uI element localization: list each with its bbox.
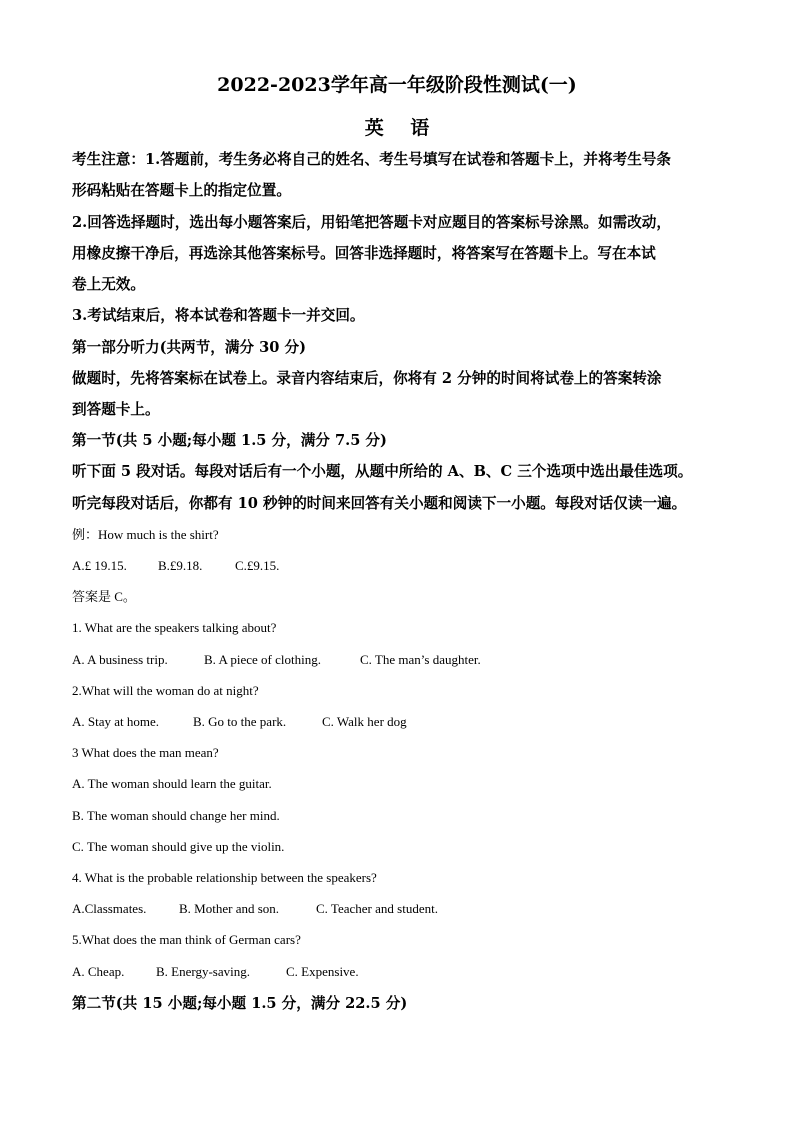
- question-1-options: [72, 651, 481, 669]
- q1-option-b: B. A piece of clothing.: [204, 652, 321, 667]
- question-3: 3 What does the man mean?: [72, 745, 219, 760]
- notice-line-5: 卷上无效。: [72, 276, 145, 293]
- q2-option-a: A. Stay at home.: [72, 714, 160, 729]
- notice-line-6: 3.考试结束后，将本试卷和答题卡一并交回。: [72, 307, 365, 324]
- exam-title: 2022-2023学年高一年级阶段性测试(一): [217, 74, 577, 96]
- q5-option-c: C. Expensive.: [286, 964, 359, 979]
- part1-instruction-1: 做题时，先将答案标在试卷上。录音内容结束后，你将有 2 分钟的时间将试卷上的答案转涂: [72, 370, 662, 387]
- question-1: 1. What are the speakers talking about?: [72, 620, 277, 635]
- q2-option-b: B. Go to the park.: [193, 714, 287, 729]
- q5-option-a: A. Cheap.: [72, 964, 125, 979]
- question-5-options: [72, 963, 359, 981]
- part1-instruction-2: 到答题卡上。: [72, 401, 160, 418]
- example-answer: 答案是 C。: [72, 589, 136, 604]
- q1-option-c: C. The man’s daughter.: [360, 652, 481, 667]
- q5-option-b: B. Energy-saving.: [156, 964, 250, 979]
- q3-option-c: C. The woman should give up the violin.: [72, 839, 285, 854]
- example-option-c: C.£9.15.: [235, 558, 280, 573]
- section1-heading: 第一节(共 5 小题;每小题 1.5 分，满分 7.5 分): [72, 432, 387, 449]
- example-option-a: A.£ 19.15.: [72, 558, 127, 573]
- notice-line-1: 考生注意：1.答题前，考生务必将自己的姓名、考生号填写在试卷和答题卡上，并将考生号条: [72, 151, 671, 168]
- section1-instruction-2: 听完每段对话后，你都有 10 秒钟的时间来回答有关小题和阅读下一小题。每段对话仅读一遍。: [72, 495, 687, 512]
- notice-line-4: 用橡皮擦干净后，再选涂其他答案标号。回答非选择题时，将答案写在答题卡上。写在本试: [72, 245, 656, 262]
- example-question: 例：How much is the shirt?: [72, 527, 219, 542]
- section2-heading: 第二节(共 15 小题;每小题 1.5 分，满分 22.5 分): [72, 995, 408, 1012]
- q2-option-c: C. Walk her dog: [322, 714, 407, 729]
- q4-option-b: B. Mother and son.: [179, 901, 280, 916]
- notice-line-2: 形码粘贴在答题卡上的指定位置。: [72, 182, 291, 199]
- example-option-b: B.£9.18.: [158, 558, 203, 573]
- subject-title: 英 语: [364, 117, 440, 139]
- question-2: 2.What will the woman do at night?: [72, 683, 259, 698]
- part1-heading: 第一部分听力(共两节，满分 30 分): [72, 339, 306, 356]
- q3-option-a: A. The woman should learn the guitar.: [72, 776, 272, 791]
- q4-option-a: A.Classmates.: [72, 901, 147, 916]
- q3-option-b: B. The woman should change her mind.: [72, 808, 280, 823]
- question-4-options: [72, 900, 438, 918]
- question-5: 5.What does the man think of German cars?: [72, 932, 301, 947]
- question-2-options: [72, 713, 407, 731]
- example-options: [72, 557, 279, 575]
- question-4: 4. What is the probable relationship between the speakers?: [72, 870, 377, 885]
- section1-instruction-1: 听下面 5 段对话。每段对话后有一个小题，从题中所给的 A、B、C 三个选项中选出最佳选项。: [72, 463, 693, 480]
- q4-option-c: C. Teacher and student.: [316, 901, 438, 916]
- notice-line-3: 2.回答选择题时，选出每小题答案后，用铅笔把答题卡对应题目的答案标号涂黑。如需改动，: [72, 214, 671, 231]
- q1-option-a: A. A business trip.: [72, 652, 168, 667]
